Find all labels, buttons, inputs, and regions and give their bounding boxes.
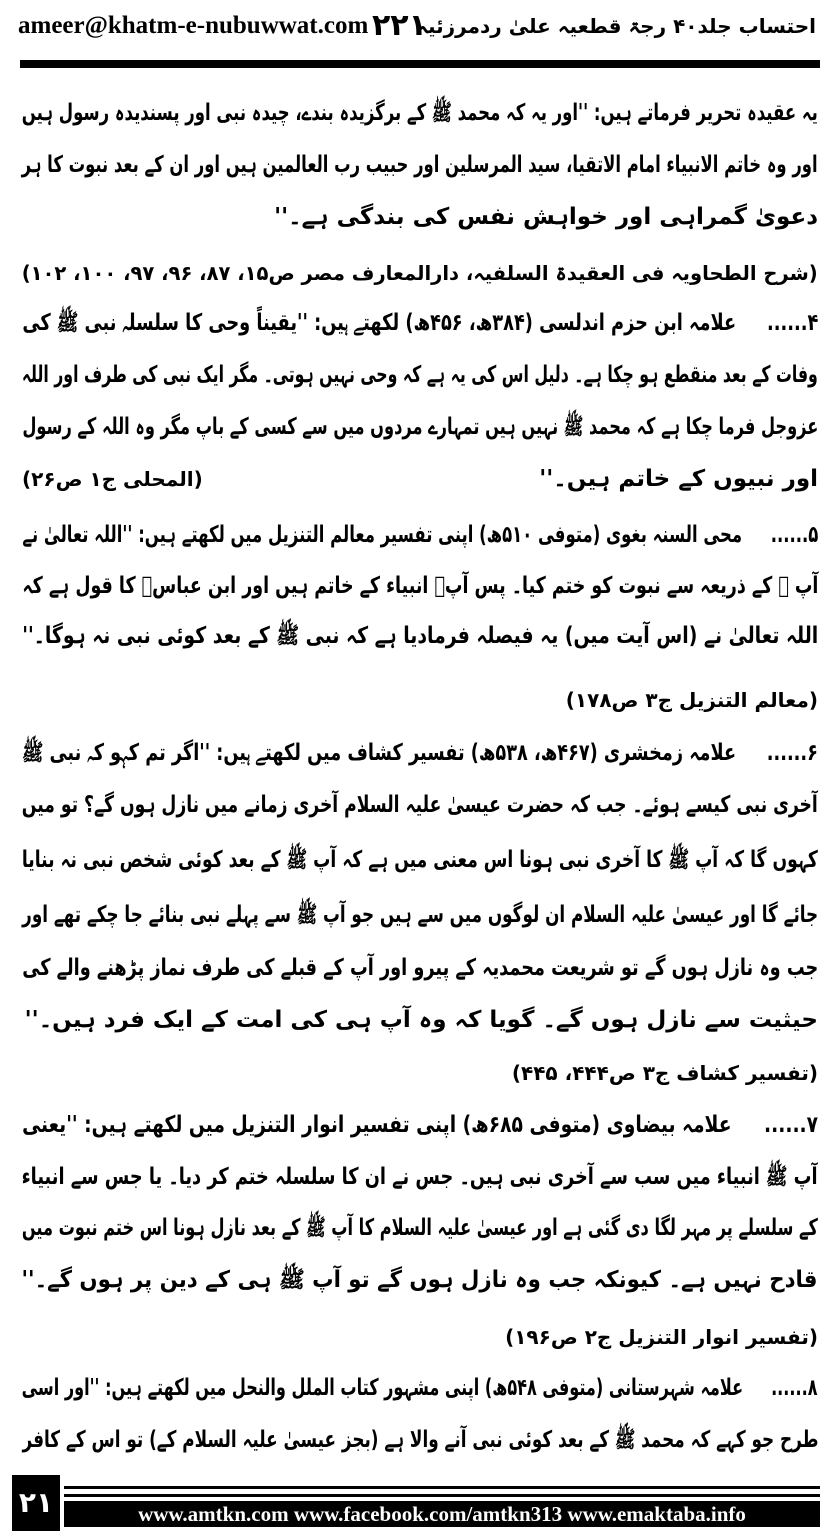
line-text: اور وہ خاتم الانبیاء امام الاتقیا، سید المرسلین اور حبیب رب العالمین ہیں اور ان کے بعد نبوت کا ہر	[22, 152, 818, 178]
line-text: کے سلسلے پر مہر لگا دی گئی ہے اور عیسیٰ علیہ السلام کا آپ ﷺ کے بعد نازل ہونا اس ختم نبوت میں	[22, 1215, 818, 1241]
footer-page-number: ۲۱	[12, 1475, 60, 1531]
text-line	[22, 1203, 818, 1253]
item-number: ۸......	[771, 1375, 818, 1401]
line-text: قادح نہیں ہے۔ کیونکہ جب وہ نازل ہوں گے تو آپ ﷺ ہی کے دین پر ہوں گے۔''	[22, 1267, 818, 1293]
line-text: دعویٰ گمراہی اور خواہش نفس کی بندگی ہے۔''	[274, 204, 818, 230]
line-content	[22, 88, 818, 138]
line-text: اللہ تعالیٰ نے (اس آیت میں) یہ فیصلہ فرمادیا ہے کہ نبی ﷺ کے بعد کوئی نبی نہ ہوگا۔''	[22, 623, 818, 649]
text-line	[22, 835, 818, 885]
line-text: اور نبیوں کے خاتم ہیں۔''	[539, 466, 818, 492]
text-line	[22, 1255, 818, 1305]
text-line	[22, 995, 818, 1045]
item-number: ۷......	[763, 1112, 818, 1138]
text-line	[22, 1100, 818, 1150]
line-content	[274, 192, 818, 242]
item-number: ۶......	[766, 740, 818, 766]
line-text: (معالم التنزیل ج۳ ص۱۷۸)	[565, 688, 818, 712]
text-line	[22, 890, 818, 940]
text-line	[22, 402, 818, 452]
text-line	[22, 192, 818, 242]
line-text: علامہ بیضاوی (متوفی ۶۸۵ھ) اپنی تفسیر انوار التنزیل میں لکھتے ہیں: ''یعنی	[22, 1112, 732, 1138]
line-content	[22, 780, 818, 830]
line-content	[22, 1100, 818, 1150]
line-content	[22, 835, 818, 885]
text-line	[22, 140, 818, 190]
line-content	[566, 675, 818, 725]
line-content	[22, 890, 818, 940]
line-content	[22, 561, 818, 611]
header-rule	[20, 60, 820, 68]
footer-rule	[64, 1486, 820, 1489]
item-number: ۴......	[766, 310, 818, 336]
text-line	[22, 611, 818, 661]
line-content	[25, 995, 818, 1045]
line-content	[22, 1152, 818, 1202]
line-content	[505, 1312, 818, 1362]
line-text: طرح جو کہے کہ محمد ﷺ کے بعد کوئی نبی آنے والا ہے (بجز عیسیٰ علیہ السلام کے) تو اس کے کافر	[22, 1427, 818, 1453]
line-text: علامہ زمخشری (۴۶۷ھ، ۵۳۸ھ) تفسیر کشاف میں لکھتے ہیں: ''اگر تم کہو کہ نبی ﷺ	[22, 740, 737, 766]
book-title: احتساب جلد۴۰ رجۃ قطعیہ علیٰ ردمرزئیہ	[416, 14, 816, 38]
line-text: جائے گا اور عیسیٰ علیہ السلام ان لوگوں میں سے ہیں جو آپ ﷺ سے پہلے نبی بنائے جا چکے تھے اور	[22, 902, 818, 928]
text-line	[22, 298, 818, 348]
line-content	[22, 1203, 818, 1253]
line-content	[22, 943, 818, 993]
line-text: محی السنہ بغوی (متوفی ۵۱۰ھ) اپنی تفسیر معالم التنزیل میں لکھتے ہیں: ''اللہ تعالیٰ نے	[22, 522, 742, 548]
text-line	[22, 88, 818, 138]
line-text: علامہ شہرستانی (متوفی ۵۴۸ھ) اپنی مشہور کتاب الملل والنحل میں لکھتے ہیں: ''اور اسی	[22, 1375, 744, 1401]
text-line	[22, 1152, 818, 1202]
line-content	[22, 728, 818, 778]
line-content	[22, 402, 818, 452]
line-text: عزوجل فرما چکا ہے کہ محمد ﷺ نہیں ہیں تمہارے مردوں میں سے کسی کے باپ مگر وہ اللہ کے رسول	[22, 414, 818, 440]
citation-line	[22, 1048, 818, 1098]
line-text: آخری نبی کیسے ہوئے۔ جب کہ حضرت عیسیٰ علیہ السلام آخری زمانے میں نازل ہوں گے؟ تو میں	[22, 792, 818, 818]
line-content	[22, 1363, 818, 1413]
item-number: ۵......	[770, 522, 818, 548]
line-text: علامہ ابن حزم اندلسی (۳۸۴ھ، ۴۵۶ھ) لکھتے ہیں: ''یقیناً وحی کا سلسلہ نبی ﷺ کی	[22, 310, 736, 336]
line-content	[22, 1415, 818, 1465]
footer-links: www.amtkn.com www.facebook.com/amtkn313 www.emaktaba.info	[64, 1501, 820, 1527]
line-text: (تفسیر انوار التنزیل ج۲ ص۱۹۶)	[505, 1325, 818, 1349]
line-text: وفات کے بعد منقطع ہو چکا ہے۔ دلیل اس کی یہ ہے کہ وحی نہیں ہوتی۔ مگر ایک نبی کی طرف اور اللہ	[22, 362, 818, 388]
line-text: (شرح الطحاویہ فی العقیدۃ السلفیہ، دارالمعارف مصر ص۱۵، ۸۷، ۹۶، ۹۷، ۱۰۰، ۱۰۲)	[22, 261, 818, 285]
text-line	[22, 1415, 818, 1465]
email-address: ameer@khatm-e-nubuwwat.com	[18, 12, 369, 39]
line-content	[22, 248, 818, 298]
line-text: (تفسیر کشاف ج۳ ص۴۴۴، ۴۴۵)	[511, 1061, 818, 1085]
line-content	[22, 140, 818, 190]
line-text: آپ ﷺ کے ذریعہ سے نبوت کو ختم کیا۔ پس آپؐ انبیاء کے خاتم ہیں اور ابن عباسؓ کا قول ہے کہ	[22, 573, 818, 599]
line-content	[22, 350, 818, 400]
page-number: ۲۲۱	[372, 8, 427, 43]
footer-rule	[64, 1494, 820, 1497]
text-line	[22, 510, 818, 560]
line-content	[22, 298, 818, 348]
line-text: حیثیت سے نازل ہوں گے۔ گویا کہ وہ آپ ہی کی امت کے ایک فرد ہیں۔''	[24, 1007, 818, 1033]
citation-line	[22, 675, 818, 725]
text-line	[22, 728, 818, 778]
line-content	[22, 611, 818, 661]
text-line	[22, 943, 818, 993]
line-content	[22, 1255, 818, 1305]
line-text: کہوں گا کہ آپ ﷺ کا آخری نبی ہونا اس معنی میں ہے کہ آپ ﷺ کے بعد کوئی شخص نبی نہ بنایا	[22, 847, 818, 873]
line-content	[512, 1048, 818, 1098]
text-line	[22, 454, 818, 504]
text-line	[22, 1363, 818, 1413]
line-content	[22, 510, 818, 560]
citation-line	[22, 248, 818, 298]
text-line	[22, 561, 818, 611]
line-text: آپ ﷺ انبیاء میں سب سے آخری نبی ہیں۔ جس نے ان کا سلسلہ ختم کر دیا۔ یا جس سے انبیاء	[22, 1164, 818, 1190]
citation-line	[22, 1312, 818, 1362]
text-line	[22, 780, 818, 830]
citation: (المحلی ج۱ ص۲۶)	[22, 467, 203, 491]
line-content	[539, 454, 818, 504]
text-line	[22, 350, 818, 400]
line-text: یہ عقیدہ تحریر فرماتے ہیں: ''اور یہ کہ محمد ﷺ کے برگزیدہ بندے، چیدہ نبی اور پسندیدہ رسول ہیں	[22, 100, 818, 126]
line-text: جب وہ نازل ہوں گے تو شریعت محمدیہ کے پیرو اور آپ کے قبلے کی طرف نماز پڑھنے والے کی	[22, 955, 818, 981]
